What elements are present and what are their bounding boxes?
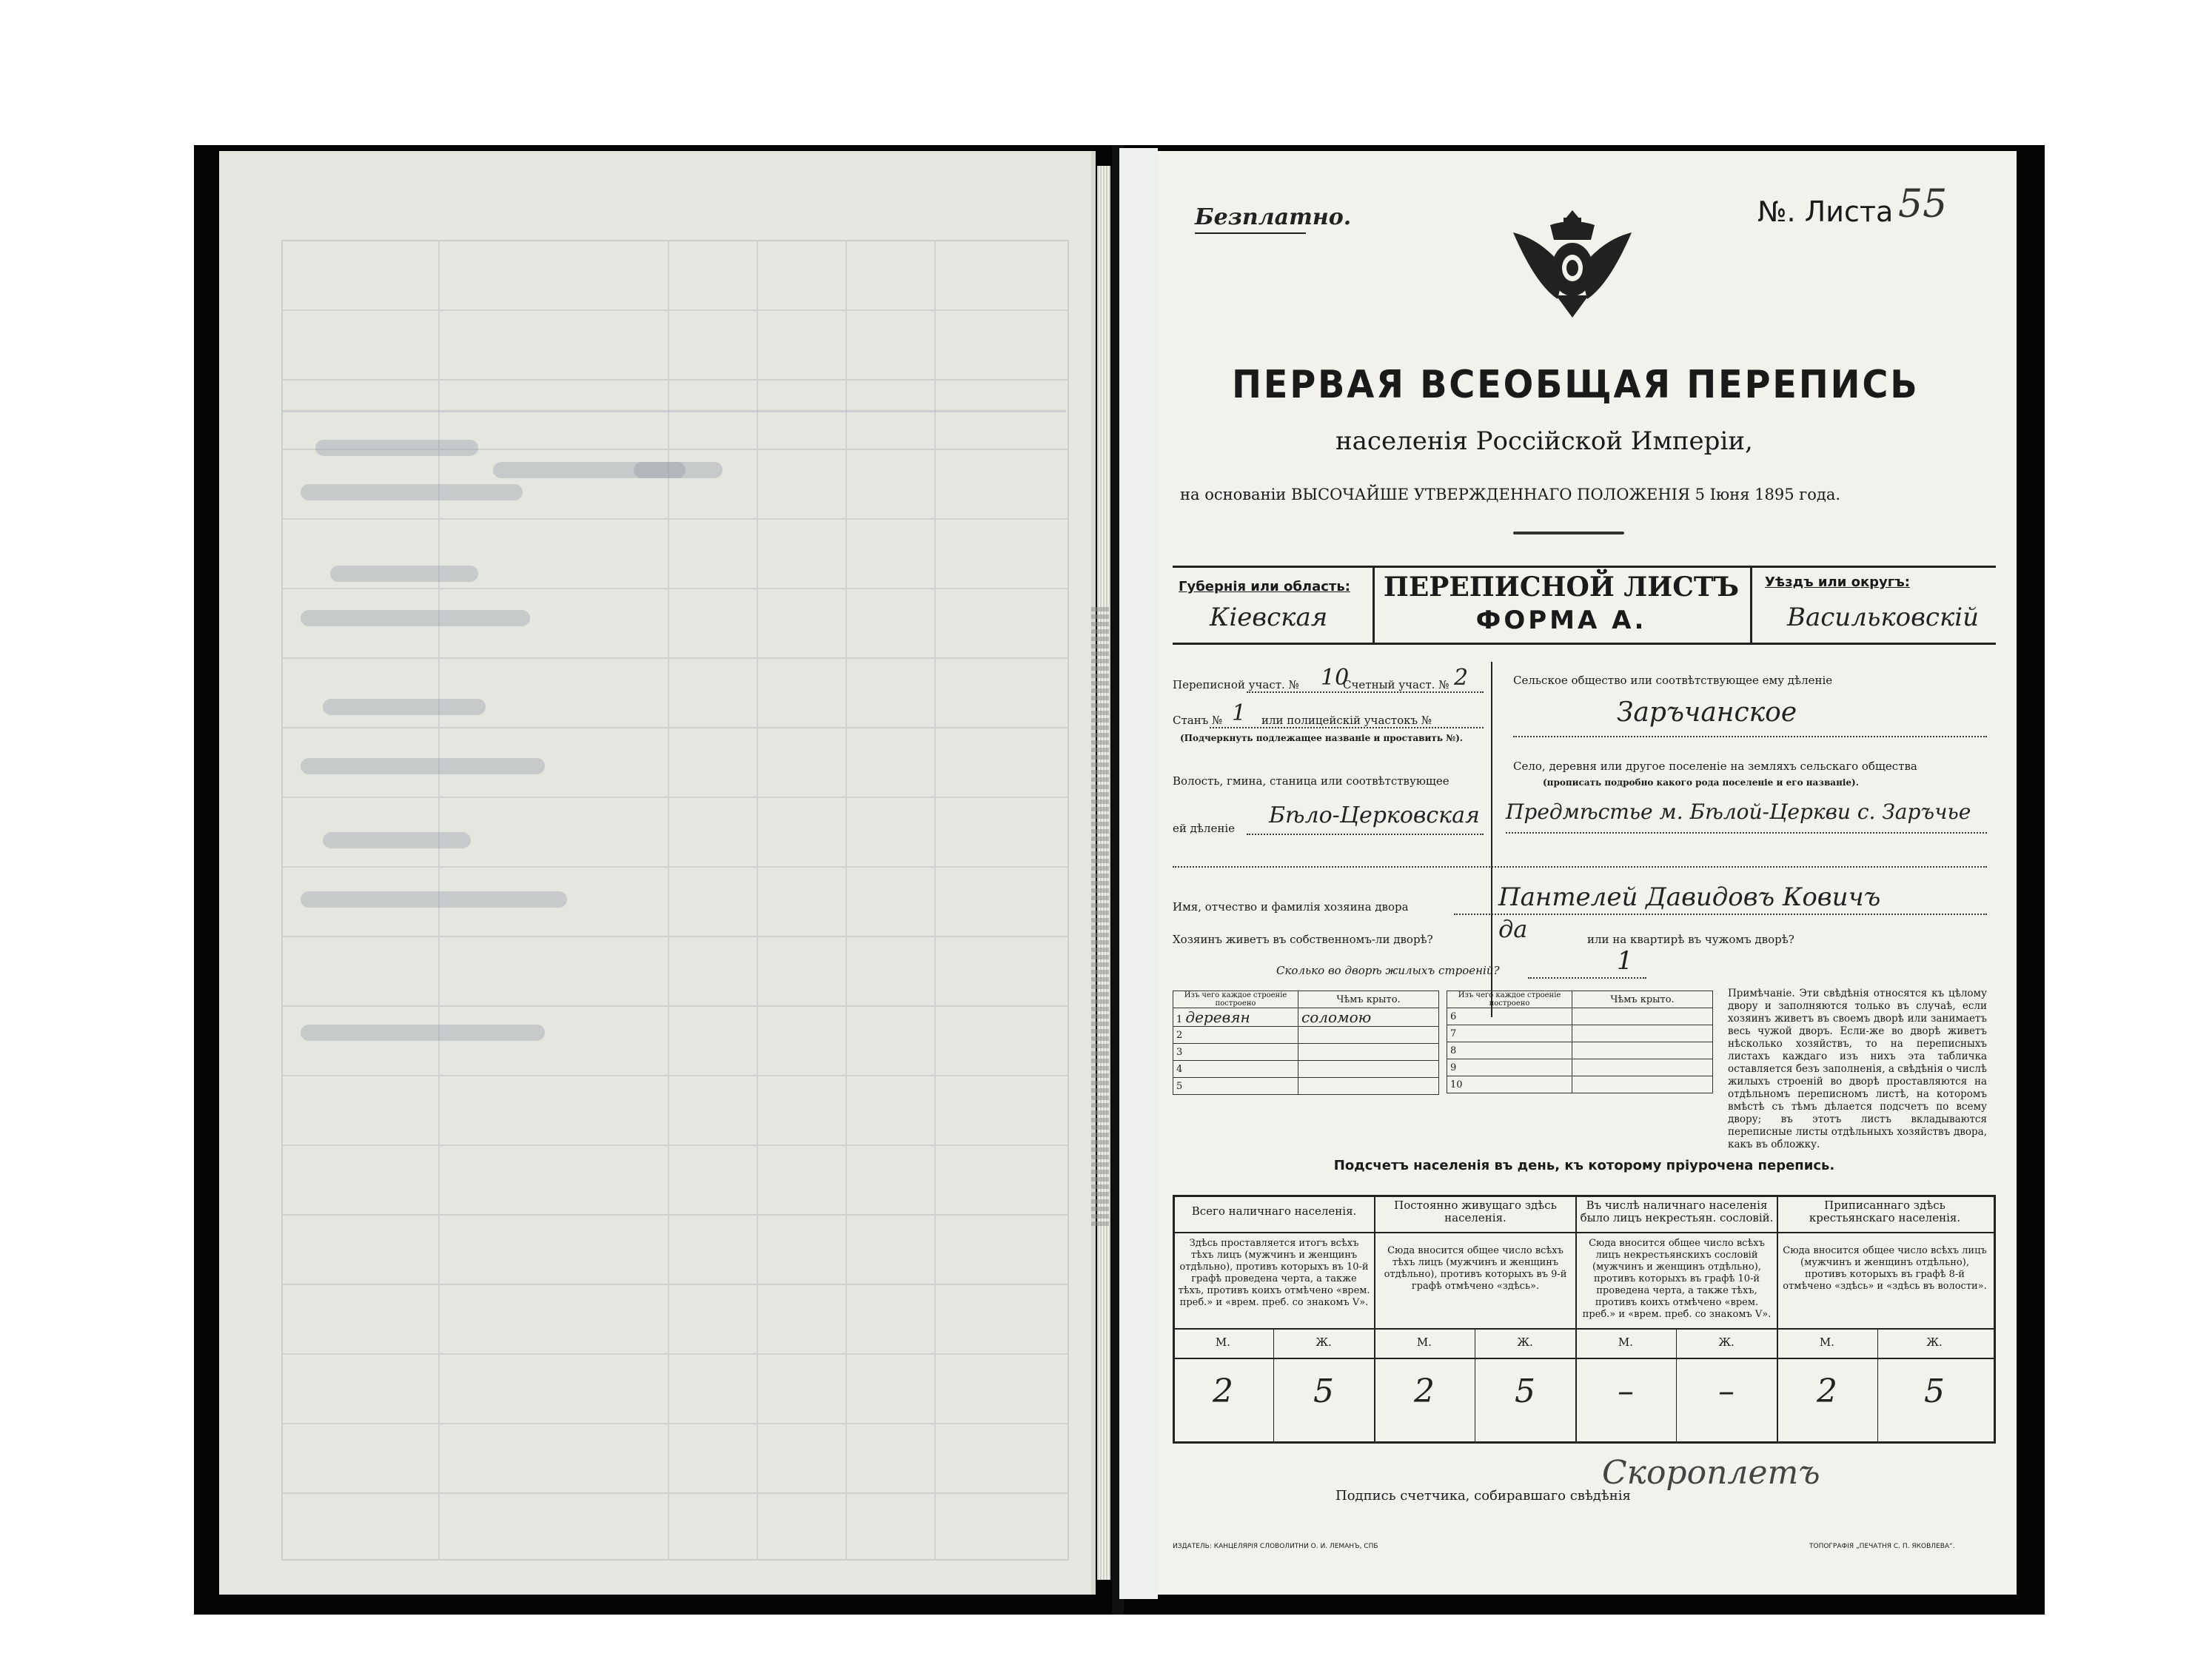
police-label: или полицейскій участокъ №	[1261, 714, 1432, 727]
table-row: 10	[1447, 1076, 1713, 1093]
village-label: Село, деревня или другое поселеніе на земляхъ сельскаго общества	[1513, 760, 1917, 773]
count-col-4-head: Приписаннаго здѣсь крестьянскаго населенія.	[1809, 1199, 1961, 1224]
free-label: Безплатно.	[1195, 204, 1352, 230]
page-title: ПЕРВАЯ ВСЕОБЩАЯ ПЕРЕПИСЬ	[1232, 363, 1920, 407]
bleed-through-writing	[301, 891, 567, 908]
paper-strip	[1119, 148, 1158, 1599]
table-row: 5	[1173, 1078, 1439, 1095]
buildings-table-right: Изъ чего каждое строеніе построено Чѣмъ крыто. 6 7 8 9 10	[1447, 991, 1713, 1093]
own-yard-value: да	[1498, 915, 1528, 943]
spine-print	[1091, 607, 1109, 1229]
count-col-2-head: Постоянно живущаго здѣсь населенія.	[1394, 1199, 1557, 1224]
bleed-through-writing	[323, 699, 486, 715]
district-value: Васильковскій	[1787, 603, 1980, 632]
count-value: –	[1618, 1373, 1634, 1410]
bleed-through-writing	[301, 758, 545, 774]
count-col-2-desc: Сюда вносится общее число всѣхъ тѣхъ лицъ (мужчинъ и женщинъ отдѣльно), противъ которыхъ въ 9-й графѣ отмѣчено «здѣсь».	[1384, 1245, 1567, 1292]
counting-area-label: Счетный участ. №	[1343, 678, 1449, 691]
form-code: ФОРМА А.	[1475, 606, 1647, 635]
table-row: 2	[1173, 1027, 1439, 1044]
footer-publisher: ИЗДАТЕЛЬ: КАНЦЕЛЯРІЯ СЛОВОЛИТНИ О. И. ЛЕМАНЪ, СПБ	[1173, 1543, 1378, 1550]
form-title: ПЕРЕПИСНОЙ ЛИСТЪ	[1383, 572, 1740, 603]
female-label: Ж.	[1316, 1335, 1332, 1349]
own-yard-label: Хозяинъ живетъ въ собственномъ-ли дворѣ?	[1173, 933, 1433, 946]
count-value: 5	[1515, 1373, 1535, 1410]
male-label: М.	[1819, 1335, 1835, 1349]
table-row: 8	[1447, 1042, 1713, 1059]
volost-label: Волость, гмина, станица или соотвѣтствующее	[1173, 774, 1449, 788]
underline-note: (Подчеркнуть подлежащее названіе и проставить №).	[1180, 733, 1464, 743]
footer-printer: ТОПОГРАФІЯ „ПЕЧАТНЯ С. П. ЯКОВЛЕВА“.	[1809, 1543, 1955, 1550]
bleed-through-writing	[330, 566, 478, 582]
district-label: Уѣздъ или округъ:	[1765, 574, 1910, 590]
province-value: Кіевская	[1210, 603, 1328, 632]
imperial-eagle-icon	[1498, 195, 1646, 321]
table-row: 1 деревян соломою	[1173, 1008, 1439, 1027]
bleed-through-writing	[323, 832, 471, 848]
male-label: М.	[1215, 1335, 1231, 1349]
buildings-table-left: Изъ чего каждое строеніе построено Чѣмъ крыто. 1 деревян соломою 2 3 4 5	[1173, 991, 1439, 1095]
table-row: 9	[1447, 1059, 1713, 1076]
count-value: –	[1718, 1373, 1735, 1410]
sheet-number-value: 55	[1898, 182, 1948, 227]
male-label: М.	[1416, 1335, 1432, 1349]
count-col-3-desc: Сюда вносится общее число всѣхъ лицъ некрестьянскихъ сословій (мужчинъ и женщинъ отдѣльно), противъ которыхъ въ графѣ 10-й проведена черта, а также тѣхъ, противъ коихъ отмѣчено «врем. преб.» и «врем. преб. со знакомъ V».	[1582, 1238, 1772, 1320]
count-value: 2	[1817, 1373, 1837, 1410]
society-label: Сельское общество или соотвѣтствующее ему дѣленіе	[1513, 674, 1833, 687]
signature-label: Подпись счетчика, собиравшаго свѣдѣнія	[1335, 1488, 1631, 1504]
female-label: Ж.	[1517, 1335, 1533, 1349]
legal-basis: на основаніи ВЫСОЧАЙШЕ УТВЕРЖДЕННАГО ПОЛОЖЕНІЯ 5 Іюня 1895 года.	[1180, 486, 1841, 503]
bleed-through-writing	[301, 484, 523, 500]
society-value: Заръчанское	[1617, 697, 1797, 728]
count-col-1-desc: Здѣсь проставляется итогъ всѣхъ тѣхъ лицъ (мужчинъ и женщинъ отдѣльно), противъ которыхъ въ 10-й графѣ проведена черта, а также тѣхъ, противъ коихъ отмѣчено «врем. преб.» и «врем. преб. со знакомъ V».	[1178, 1238, 1370, 1308]
volost-label-2: ей дѣленіе	[1173, 822, 1236, 835]
female-label: Ж.	[1718, 1335, 1735, 1349]
count-value: 2	[1213, 1373, 1233, 1410]
note-text: Примѣчаніе. Эти свѣдѣнія относятся къ цѣлому двору и заполняются только въ случаѣ, если хозяинъ живетъ въ своемъ дворѣ или занимаетъ весь чужой дворъ. Если-же во дворѣ живетъ нѣсколько хозяйствъ, то на переписныхъ листахъ каждаго изъ нихъ эта табличка оставляется безъ заполненія, а свѣдѣнія о числѣ жилыхъ строеній во дворѣ проставляются на отдѣльномъ переписномъ листѣ, на которомъ вмѣстѣ съ тѣмъ дѣлается подсчетъ по всему двору; въ этотъ листъ вкладываются переписные листы отдѣльныхъ хозяйствъ двора, какъ въ обложку.	[1728, 988, 1987, 1150]
stan-label: Станъ №	[1173, 714, 1223, 727]
count-col-1-head: Всего наличнаго населенія.	[1191, 1204, 1357, 1218]
bleed-through-writing	[301, 1025, 545, 1041]
census-area-label: Переписной участ. №	[1173, 678, 1299, 691]
count-heading: Подсчетъ населенія въ день, къ которому пріурочена перепись.	[1333, 1158, 1835, 1173]
bleed-through-writing	[634, 462, 723, 478]
owner-name-label: Имя, отчество и фамилія хозяина двора	[1173, 900, 1409, 914]
count-value: 5	[1924, 1373, 1945, 1410]
census-form	[1158, 151, 2017, 1595]
female-label: Ж.	[1926, 1335, 1943, 1349]
rent-label: или на квартирѣ въ чужомъ дворѣ?	[1587, 933, 1794, 946]
sheet-number-label: №. Листа	[1757, 195, 1894, 228]
village-value: Предмѣстье м. Бѣлой-Церкви с. Заръчье	[1506, 800, 1971, 824]
signature-value: Скороплетъ	[1602, 1454, 1820, 1492]
buildings-value: 1	[1617, 946, 1633, 976]
village-note: (прописать подробно какого рода поселеніе и его названіе).	[1543, 777, 1859, 788]
volost-value: Бѣло-Церковская	[1269, 802, 1480, 828]
bleed-through-writing	[315, 440, 478, 456]
count-value: 2	[1414, 1373, 1435, 1410]
table-row: 3	[1173, 1044, 1439, 1061]
count-value: 5	[1313, 1373, 1334, 1410]
buildings-label: Сколько во дворѣ жилыхъ строеній?	[1276, 964, 1500, 977]
table-row: 7	[1447, 1025, 1713, 1042]
count-col-3-head: Въ числѣ наличнаго населенія было лицъ некрестьян. сословій.	[1580, 1199, 1774, 1224]
census-area-value: 10	[1321, 665, 1350, 691]
bleed-through-writing	[301, 610, 530, 626]
bleed-through-header	[281, 240, 1066, 412]
owner-name-value: Пантелей Давидовъ Ковичъ	[1498, 882, 1881, 912]
counting-area-value: 2	[1454, 665, 1469, 691]
male-label: М.	[1618, 1335, 1634, 1349]
subtitle: населенія Россійской Имперіи,	[1335, 426, 1753, 456]
table-row: 4	[1173, 1061, 1439, 1078]
province-label: Губернія или область:	[1179, 579, 1350, 594]
table-row: 6	[1447, 1008, 1713, 1025]
count-col-4-desc: Сюда вносится общее число всѣхъ лицъ (мужчинъ и женщинъ отдѣльно), противъ которыхъ въ графѣ 8-й отмѣчено «здѣсь» и «здѣсь въ волости».	[1783, 1245, 1987, 1292]
stan-value: 1	[1232, 700, 1247, 726]
ornament-divider	[1513, 532, 1624, 534]
left-page	[219, 151, 1096, 1595]
